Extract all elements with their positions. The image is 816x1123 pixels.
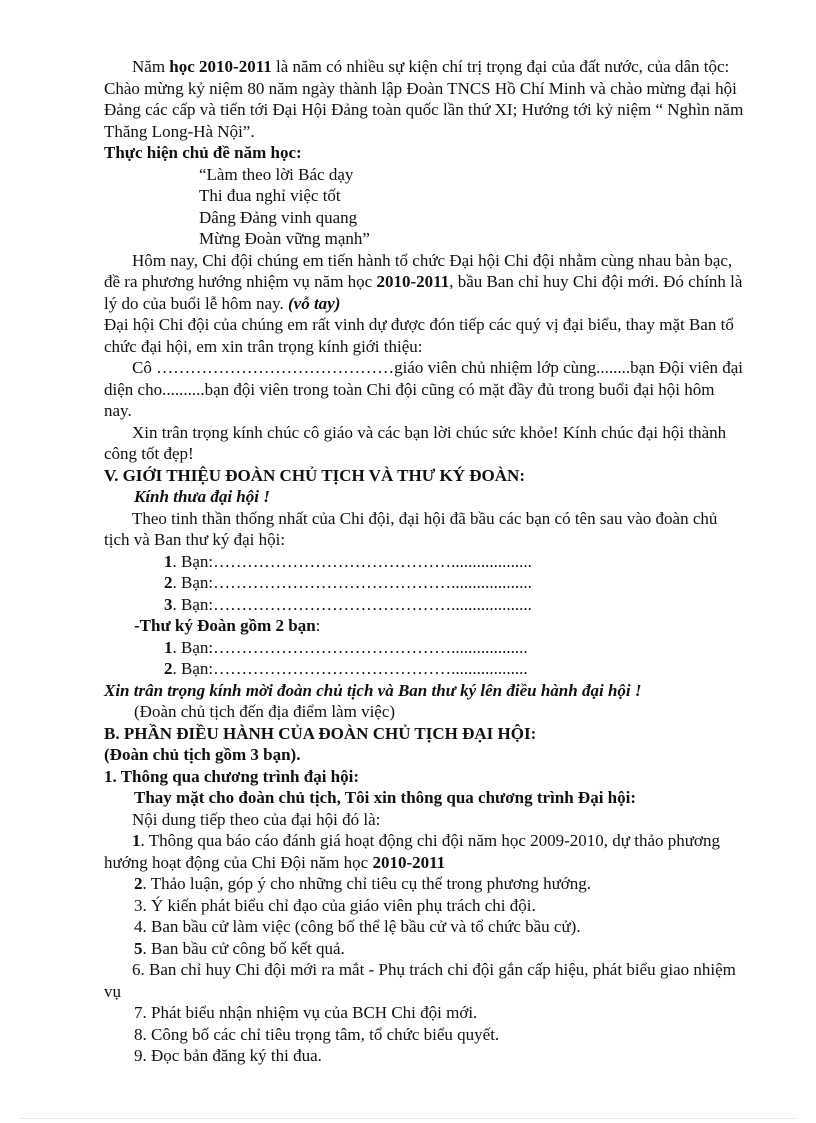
section-b-heading: B. PHẦN ĐIỀU HÀNH CỦA ĐOÀN CHỦ TỊCH ĐẠI HỘI: [104, 723, 537, 743]
agenda-number: 8 [134, 1024, 143, 1044]
entry-text: . Bạn:…………………………………….................. [172, 659, 528, 678]
secretary-entry [104, 637, 744, 659]
entry-number: 2 [164, 573, 173, 592]
agenda-number: 6 [132, 960, 141, 979]
agenda-item [104, 916, 744, 938]
theme-line-2: Thi đua nghỉ việc tốt [199, 186, 341, 205]
agenda-text: . Ban bầu cử làm việc (công bố thể lệ bầu cử và tổ chức bầu cử). [142, 917, 581, 936]
entry-text: . Bạn:…………………………………….................. [172, 637, 528, 657]
theme-line-4: Mừng Đoàn vững mạnh” [199, 229, 370, 248]
secretary-entry [104, 658, 744, 680]
theme-heading: Thực hiện chủ đề năm học: [104, 143, 302, 162]
presidium-entry [104, 551, 744, 573]
page-bottom-divider [20, 1118, 796, 1119]
guests-paragraph: Đại hội Chi đội của chúng em rất vinh dự được đón tiếp các quý vị đại biểu, thay mặt Ban tổ chức đại hội, em xin trân trọng kính giới thiệu: [104, 315, 734, 356]
agenda-number: 1 [132, 831, 141, 850]
entry-number: 3 [164, 594, 173, 614]
entry-text: . Bạn:……………………………………................... [172, 594, 532, 614]
agenda-text: . Ban bầu cử công bố kết quả. [142, 938, 345, 958]
agenda-number: 9 [134, 1046, 143, 1065]
entry-number: 2 [164, 659, 173, 678]
agenda-item [104, 959, 744, 1002]
wishes-paragraph: Xin trân trọng kính chúc cô giáo và các bạn lời chúc sức khỏe! Kính chúc đại hội thành công tốt đẹp! [104, 422, 727, 463]
section-b-subheading: (Đoàn chủ tịch gồm 3 bạn). [104, 745, 301, 764]
applause-note: (vỗ tay) [287, 293, 341, 313]
agenda-text: . Đọc bản đăng ký thi đua. [142, 1046, 322, 1065]
agenda-content-line: Nội dung tiếp theo của đại hội đó là: [132, 809, 381, 829]
agenda-text: . Thông qua báo cáo đánh giá hoạt động chi đội năm học 2009-2010, dự thảo phương hướng hoạt động của Chi Đội năm học [104, 831, 720, 872]
agenda-number: 5 [134, 938, 143, 958]
agenda-number: 4 [134, 917, 143, 936]
presidium-entry [104, 572, 744, 594]
secretary-label: -Thư ký Đoàn gồm 2 bạn [134, 616, 316, 635]
section-v-heading: V. GIỚI THIỆU ĐOÀN CHỦ TỊCH VÀ THƯ KÝ ĐOÀN: [104, 465, 525, 485]
entry-number: 1 [164, 551, 173, 571]
entry-text: . Bạn:……………………………………................... [172, 551, 532, 571]
presidium-note: (Đoàn chủ tịch đến địa điểm làm việc) [134, 702, 396, 721]
school-year-bold: 2010-2011 [376, 272, 450, 291]
text: , bầu Ban chỉ huy Chi đội mới. Đó chính là lý do của buổi lễ hôm nay. [104, 272, 743, 313]
greeting: Kính thưa đại hội ! [134, 487, 270, 506]
invite-line: Xin trân trọng kính mời đoàn chủ tịch và Ban thư ký lên điều hành đại hội ! [104, 680, 642, 700]
text: : [315, 616, 321, 635]
agenda-item [104, 1045, 744, 1067]
entry-text: . Bạn:……………………………………................... [172, 573, 532, 592]
today-paragraph [104, 250, 744, 315]
agenda-intro: Thay mặt cho đoàn chủ tịch, Tôi xin thông qua chương trình Đại hội: [134, 788, 637, 807]
agenda-item [104, 873, 744, 895]
agenda-item [104, 1002, 744, 1024]
text: Hôm nay, Chi đội chúng em tiến hành tổ chức Đại hội Chi đội nhằm cùng nhau bàn bạc, đề ra phương hướng nhiệm vụ năm học [104, 250, 733, 291]
agenda-number: 3 [134, 895, 143, 915]
agenda-item [104, 1024, 744, 1046]
agenda-text: . Ban chỉ huy Chi đội mới ra mắt - Phụ trách chi đội gắn cấp hiệu, phát biểu giao nhiệm vụ [104, 960, 736, 1001]
document-page [104, 56, 744, 1067]
agenda-text: . Ý kiến phát biểu chỉ đạo của giáo viên phụ trách chi đội. [142, 895, 536, 915]
agenda-item [104, 895, 744, 917]
election-paragraph: Theo tinh thần thống nhất của Chi đội, đại hội đã bầu các bạn có tên sau vào đoàn chủ tịch và Ban thư ký đại hội: [104, 508, 718, 549]
theme-line-1: “Làm theo lời Bác dạy [199, 164, 354, 184]
agenda-text: . Thảo luận, góp ý cho những chỉ tiêu cụ thể trong phương hướng. [142, 874, 592, 893]
entry-number: 1 [164, 637, 173, 657]
school-year-bold: học 2010-2011 [169, 57, 272, 76]
intro-paragraph [104, 56, 744, 142]
agenda-heading: 1. Thông qua chương trình đại hội: [104, 766, 360, 786]
agenda-text: . Công bố các chỉ tiêu trọng tâm, tổ chức biểu quyết. [142, 1024, 500, 1044]
agenda-text: . Phát biểu nhận nhiệm vụ của BCH Chi đội mới. [142, 1003, 478, 1022]
presidium-entry [104, 594, 744, 616]
agenda-item [104, 938, 744, 960]
agenda-number: 7 [134, 1003, 143, 1022]
secretary-heading [104, 615, 744, 637]
guests-list-paragraph: Cô ……………………………………giáo viên chủ nhiệm lớp cùng........bạn Đội viên đại diện cho..........bạn đội viên trong toàn Chi đội cũng có mặt đầy đủ trong buổi đại hội hôm nay. [104, 358, 744, 420]
school-year-bold: 2010-2011 [372, 852, 446, 872]
theme-line-3: Dâng Đảng vinh quang [199, 207, 358, 227]
text: Năm [132, 57, 170, 76]
text: là năm có nhiều sự kiện chí trị trọng đại của đất nước, của dân tộc: Chào mừng kỷ niệm 80 năm ngày thành lập Đoàn TNCS Hồ Chí Minh và chào mừng đại hội Đảng các cấp và tiến tới Đại Hội Đảng toàn quốc lần thứ XI; Hướng tới kỷ niệm “ Nghìn năm Thăng Long-Hà Nội”. [104, 57, 744, 141]
agenda-number: 2 [134, 874, 143, 893]
agenda-item [104, 830, 744, 873]
